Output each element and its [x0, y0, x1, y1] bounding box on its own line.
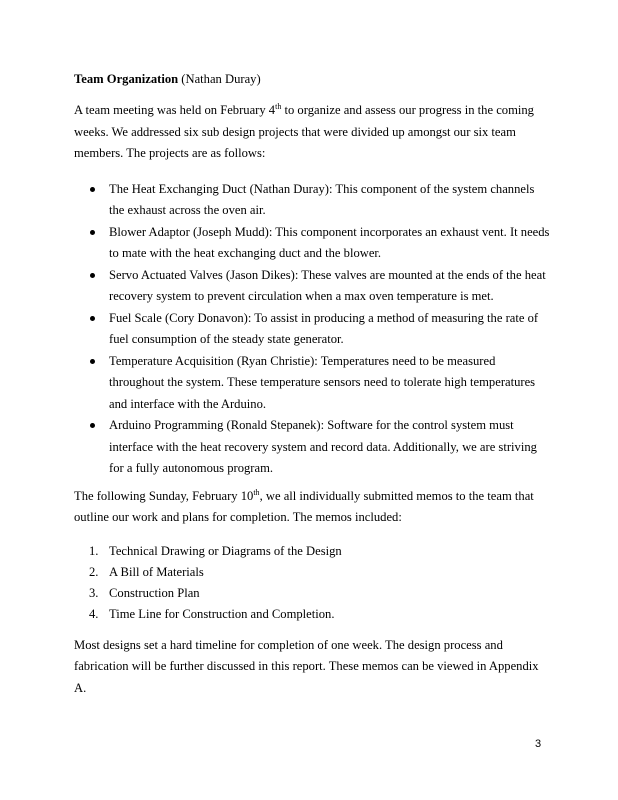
memo-paragraph: [74, 486, 552, 529]
page-number: 3: [535, 738, 542, 750]
memo-item-text: Time Line for Construction and Completion.: [109, 606, 335, 621]
project-text: Servo Actuated Valves (Jason Dikes): These valves are mounted at the ends of the heat recovery system to prevent circulation when a max oven temperature is met.: [109, 267, 546, 303]
list-item: [74, 415, 552, 480]
intro-text-start: A team meeting was held on February 4: [74, 103, 276, 117]
item-number: 2.: [89, 564, 99, 579]
item-number: 3.: [89, 585, 99, 600]
list-item: [74, 583, 552, 604]
item-number: 1.: [89, 543, 99, 558]
memo-text-start: The following Sunday, February 10: [74, 488, 254, 503]
intro-date-suffix: th: [275, 101, 282, 111]
list-item: [74, 308, 552, 351]
section-author: (Nathan Duray): [181, 72, 261, 86]
section-heading: [74, 68, 552, 90]
memo-text-end: , we all individually submitted memos to the team that outline our work and plans for completion. The memos included:: [74, 488, 534, 524]
memo-item-text: Technical Drawing or Diagrams of the Design: [109, 543, 342, 558]
bullet-icon: [90, 230, 95, 235]
memo-list: [74, 541, 552, 625]
section-title: Team Organization: [74, 72, 179, 86]
intro-text-end: to organize and assess our progress in the coming weeks. We addressed six sub design projects that were divided up amongst our six team members. The projects are as follows:: [74, 103, 534, 160]
memo-item-text: A Bill of Materials: [109, 564, 204, 579]
list-item: [74, 265, 552, 308]
project-list: [74, 179, 552, 480]
bullet-icon: [90, 359, 95, 364]
memo-date-suffix: th: [253, 487, 260, 497]
bullet-icon: [90, 187, 95, 192]
list-item: [74, 541, 552, 562]
intro-paragraph: [74, 100, 552, 165]
bullet-icon: [90, 423, 95, 428]
bullet-icon: [90, 316, 95, 321]
project-text: Temperature Acquisition (Ryan Christie): Temperatures need to be measured throughout the system. These temperature sensors need to tolerate high temperatures and interface with the Arduino.: [109, 353, 536, 411]
project-text: The Heat Exchanging Duct (Nathan Duray): This component of the system channels the exhaust across the oven air.: [109, 181, 535, 217]
item-number: 4.: [89, 606, 99, 621]
list-item: [74, 351, 552, 416]
list-item: [74, 604, 552, 625]
project-text: Arduino Programming (Ronald Stepanek): Software for the control system must interface with the heat recovery system and record data. Additionally, we are striving for a fully autonomous program.: [109, 418, 537, 475]
closing-paragraph: Most designs set a hard timeline for completion of one week. The design process and fabrication will be further discussed in this report. These memos can be viewed in Appendix A.: [74, 637, 539, 695]
memo-item-text: Construction Plan: [109, 585, 200, 600]
list-item: [74, 179, 552, 222]
list-item: [74, 222, 552, 265]
project-text: Fuel Scale (Cory Donavon): To assist in producing a method of measuring the rate of fuel consumption of the steady state generator.: [109, 310, 539, 346]
page-content: [74, 68, 552, 699]
list-item: [74, 562, 552, 583]
project-text: Blower Adaptor (Joseph Mudd): This component incorporates an exhaust vent. It needs to mate with the heat exchanging duct and the blower.: [109, 224, 550, 260]
bullet-icon: [90, 273, 95, 278]
